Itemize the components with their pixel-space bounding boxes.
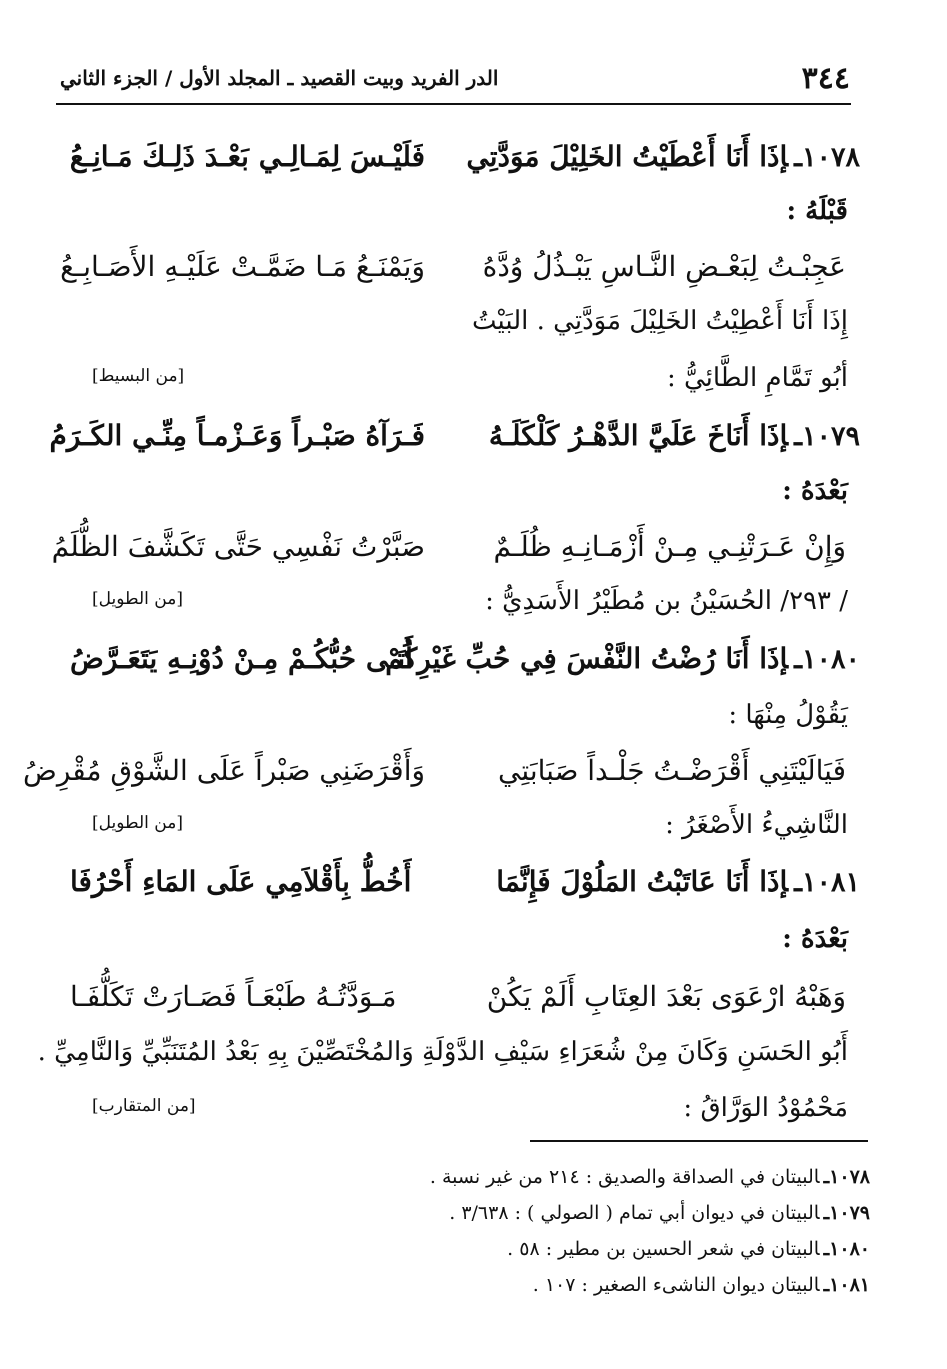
second-hemistich: أَخُطُّ بِأَقْلاَمِي عَلَى المَاءِ أَحْرُفَا [70, 864, 412, 898]
first-hemistich-text: إذَا أَنَا عَاتَبْتُ المَلُوْلَ فَإِنَّمَا [496, 864, 789, 898]
first-hemistich-text: وَهَبْهُ ارْعَوَى بَعْدَ العِتَابِ أَلَمْ يَكُنْ [486, 979, 846, 1013]
prose-text: / ٢٩٣/ الحُسَيْنُ بن مُطَيْرُ الأَسَدِيُّ : [485, 586, 848, 616]
first-hemistich [488, 418, 860, 452]
prose-line [70, 350, 860, 406]
footnote-text: البيتان في الصداقة والصديق : ٢١٤ من غير نسبة . [429, 1166, 820, 1188]
header-divider [56, 103, 851, 105]
first-hemistich-text: فَيَالَيْتَنِي أَقْرَضْـتُ جَلْـداً صَبَابَتِي [498, 753, 846, 787]
first-hemistich [466, 139, 860, 173]
first-hemistich-text: إذَا أَنَاخَ عَلَيَّ الدَّهْـرُ كَلْكَلَـهُ [488, 418, 789, 452]
footnote-item [380, 1274, 870, 1296]
meter-label: [من الطويل] [92, 813, 183, 833]
verse-line [60, 238, 860, 294]
second-hemistich: مَـوَدَّتُـهُ طَبْعَـاً فَصَـارَتْ تَكَلُّفَـا [70, 979, 397, 1013]
first-hemistich-text: إذَا أَنَا أَعْطَيْتُ الخَلِيْلَ مَوَدَّتِي [466, 139, 789, 173]
prose-line [70, 183, 860, 239]
footnote-number: ١٠٧٨ـ [823, 1166, 870, 1188]
verse-line [22, 742, 860, 798]
first-hemistich-text: عَجِبْـتُ لِبَعْـضِ النَّـاسِ يَبْـذُلُ وُدَّهُ [482, 249, 846, 283]
prose-text: أَبُو الحَسَنِ وَكَانَ مِنْ شُعَرَاءِ سَيْفِ الدَّوْلَةِ وَالمُخْتَصِّيْنَ بِهِ بَعْدُ المُتَنَبِّيِّ وَالنَّامِيِّ . [37, 1037, 848, 1067]
prose-text: أبُو تَمَّامِ الطَّائِيُّ : [666, 363, 848, 393]
second-hemistich: صَبَّرْتُ نَفْسِي حَتَّى تَكَشَّفَ الظُّلَمُ [51, 529, 425, 563]
prose-text: بَعْدَهُ : [782, 924, 848, 954]
prose-text: بَعْدَهُ : [782, 476, 848, 506]
footnote-item [380, 1166, 870, 1188]
footnote-text: البيتان ديوان الناشىء الصغير : ١٠٧ . [532, 1274, 820, 1296]
verse-line [70, 630, 860, 686]
verse-line [49, 407, 860, 463]
footnote-item [380, 1202, 870, 1224]
second-hemistich: وَأَقْرَضَنِي صَبْراً عَلَى الشَّوْقِ مُقْرِضُ [22, 753, 425, 787]
prose-line [70, 573, 860, 629]
prose-line [70, 293, 860, 349]
footnote-number: ١٠٨١ـ [823, 1274, 870, 1296]
verse-number: ١٠٨٠ـ [794, 643, 860, 675]
prose-text: إِذَا أَنَا أَعْطِيْتُ الخَلِيْلَ مَوَدَّتِي . البَيْتُ [472, 306, 848, 336]
footnote-divider [530, 1140, 868, 1142]
second-hemistich: فَـرَآهُ صَبْـراً وَعَـزْمـاً مِنِّـي الكَـرَمُ [49, 418, 425, 452]
running-header [60, 56, 850, 100]
first-hemistich-text: وَإِنْ عَـرَتْنِـي مِـنْ أَزْمَـانِـهِ ظُلَـمٌ [493, 529, 846, 563]
verse-line [51, 518, 860, 574]
verse-line [70, 128, 860, 184]
verse-number: ١٠٧٩ـ [794, 420, 860, 452]
meter-label: [من البسيط] [92, 366, 185, 386]
prose-line [37, 1024, 860, 1080]
first-hemistich [486, 979, 860, 1013]
footnote-text: البيتان في شعر الحسين بن مطير : ٥٨ . [507, 1238, 820, 1260]
footnote-number: ١٠٨٠ـ [823, 1238, 870, 1260]
first-hemistich [496, 864, 860, 898]
first-hemistich [385, 641, 860, 675]
second-hemistich: أَتَـى حُبُّكُـمْ مِـنْ دُوْنِـهِ يَتَعَـرَّضُ [70, 641, 413, 675]
prose-text: النَّاشِيءُ الأَصْغَرُ : [665, 810, 848, 840]
prose-line [70, 797, 860, 853]
prose-text: يَقُوْلُ مِنْهَا : [728, 700, 848, 730]
first-hemistich [482, 249, 860, 283]
second-hemistich: وَيَمْنَـعُ مَـا ضَمَّـتْ عَلَيْـهِ الأَصَـابِـعُ [60, 249, 425, 283]
verse-line [70, 968, 860, 1024]
first-hemistich [491, 754, 860, 787]
footnote-text: البيتان في ديوان أبي تمام ( الصولي ) : ٣/٦٣٨ . [449, 1202, 820, 1224]
first-hemistich-text: إذَا أَنَا رُضْتُ النَّفْسَ فِي حُبِّ غَيْرِكُمْ [385, 641, 789, 675]
verse-number: ١٠٧٨ـ [794, 141, 860, 173]
first-hemistich [491, 530, 860, 563]
meter-label: [من الطويل] [92, 589, 183, 609]
footnote-number: ١٠٧٩ـ [823, 1202, 870, 1224]
verse-number: ١٠٨١ـ [794, 866, 860, 898]
running-title: الدر الفريد وبيت القصيد ـ المجلد الأول / الجزء الثاني [60, 66, 499, 90]
prose-line [70, 911, 860, 967]
verse-line [70, 853, 860, 909]
prose-line [70, 687, 860, 743]
meter-label: [من المتقارب] [92, 1096, 196, 1116]
footnote-item [380, 1238, 870, 1260]
prose-line [70, 463, 860, 519]
second-hemistich: فَلَيْـسَ لِمَـالِـي بَعْـدَ ذَلِـكَ مَـانِـعُ [69, 139, 425, 173]
prose-text: مَحْمُوْدُ الوَرَّاقُ : [683, 1093, 848, 1123]
prose-text: قَبْلَهُ : [786, 196, 848, 226]
page-number: ٣٤٤ [801, 60, 850, 96]
